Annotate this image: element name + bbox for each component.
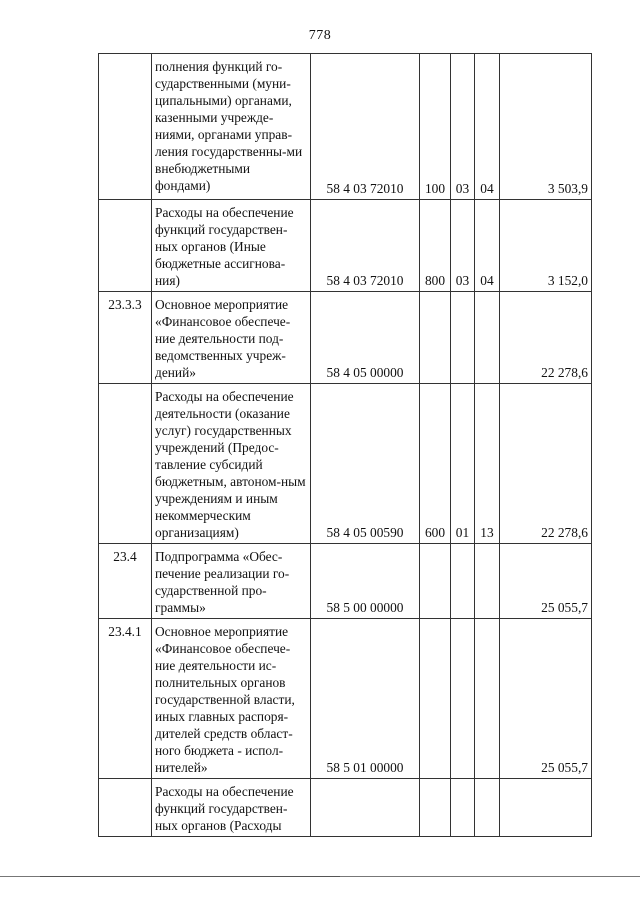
row-name-cell: Основное мероприятие «Финансовое обеспече-ние деятельности под-ведомственных учреж-дений»	[152, 292, 311, 384]
row-vr-cell: 100	[420, 54, 451, 200]
row-code-cell	[311, 779, 420, 837]
row-number-cell	[99, 54, 152, 200]
row-rz-cell: 03	[451, 200, 475, 292]
row-rz-cell	[451, 619, 475, 779]
row-sum-cell: 22 278,6	[500, 292, 592, 384]
row-pr-cell	[475, 292, 500, 384]
row-number-cell	[99, 779, 152, 837]
row-vr-cell	[420, 619, 451, 779]
row-pr-cell: 04	[475, 54, 500, 200]
table-row	[99, 384, 592, 544]
row-number-cell: 23.4.1	[99, 619, 152, 779]
row-sum-cell: 25 055,7	[500, 544, 592, 619]
row-pr-cell: 04	[475, 200, 500, 292]
row-sum-cell: 3 152,0	[500, 200, 592, 292]
row-sum-cell: 22 278,6	[500, 384, 592, 544]
row-name-cell: полнения функций го-сударственными (муни-ципальными) органами, казенными учрежде-ниями, органами управ-ления государственны-ми внебюджетными фондами)	[152, 54, 311, 200]
row-sum-cell	[500, 779, 592, 837]
row-name-cell: Подпрограмма «Обес-печение реализации го-сударственной про-граммы»	[152, 544, 311, 619]
row-pr-cell	[475, 619, 500, 779]
row-number-cell	[99, 384, 152, 544]
row-name-cell: Расходы на обеспечение функций государствен-ных органов (Иные бюджетные ассигнова-ния)	[152, 200, 311, 292]
row-vr-cell	[420, 779, 451, 837]
row-vr-cell: 800	[420, 200, 451, 292]
table-row	[99, 619, 592, 779]
page-number: 778	[308, 28, 332, 43]
row-sum-cell: 3 503,9	[500, 54, 592, 200]
row-code-cell: 58 5 01 00000	[311, 619, 420, 779]
table-row	[99, 779, 592, 837]
row-pr-cell	[475, 779, 500, 837]
row-name-cell: Расходы на обеспечение деятельности (оказание услуг) государственных учреждений (Предос-тавление субсидий бюджетным, автоном-ным учреждениям и иным некоммерческим организациям)	[152, 384, 311, 544]
row-rz-cell	[451, 779, 475, 837]
table-row	[99, 292, 592, 384]
row-vr-cell	[420, 544, 451, 619]
budget-table	[98, 53, 592, 837]
row-rz-cell: 03	[451, 54, 475, 200]
row-pr-cell	[475, 544, 500, 619]
row-number-cell: 23.3.3	[99, 292, 152, 384]
table-row	[99, 54, 592, 200]
row-code-cell: 58 5 00 00000	[311, 544, 420, 619]
row-vr-cell: 600	[420, 384, 451, 544]
row-name-cell: Основное мероприятие «Финансовое обеспече-ние деятельности ис-полнительных органов государственной власти, иных главных распоря-дителей средств област-ного бюджета - испол-нителей»	[152, 619, 311, 779]
row-vr-cell	[420, 292, 451, 384]
row-number-cell	[99, 200, 152, 292]
row-pr-cell: 13	[475, 384, 500, 544]
table-row	[99, 200, 592, 292]
row-name-cell: Расходы на обеспечение функций государствен-ных органов (Расходы	[152, 779, 311, 837]
row-code-cell: 58 4 03 72010	[311, 200, 420, 292]
footer-divider-dark	[40, 876, 340, 877]
row-rz-cell: 01	[451, 384, 475, 544]
row-number-cell: 23.4	[99, 544, 152, 619]
row-code-cell: 58 4 05 00590	[311, 384, 420, 544]
table-row	[99, 544, 592, 619]
row-rz-cell	[451, 292, 475, 384]
row-rz-cell	[451, 544, 475, 619]
row-sum-cell: 25 055,7	[500, 619, 592, 779]
row-code-cell: 58 4 03 72010	[311, 54, 420, 200]
row-code-cell: 58 4 05 00000	[311, 292, 420, 384]
